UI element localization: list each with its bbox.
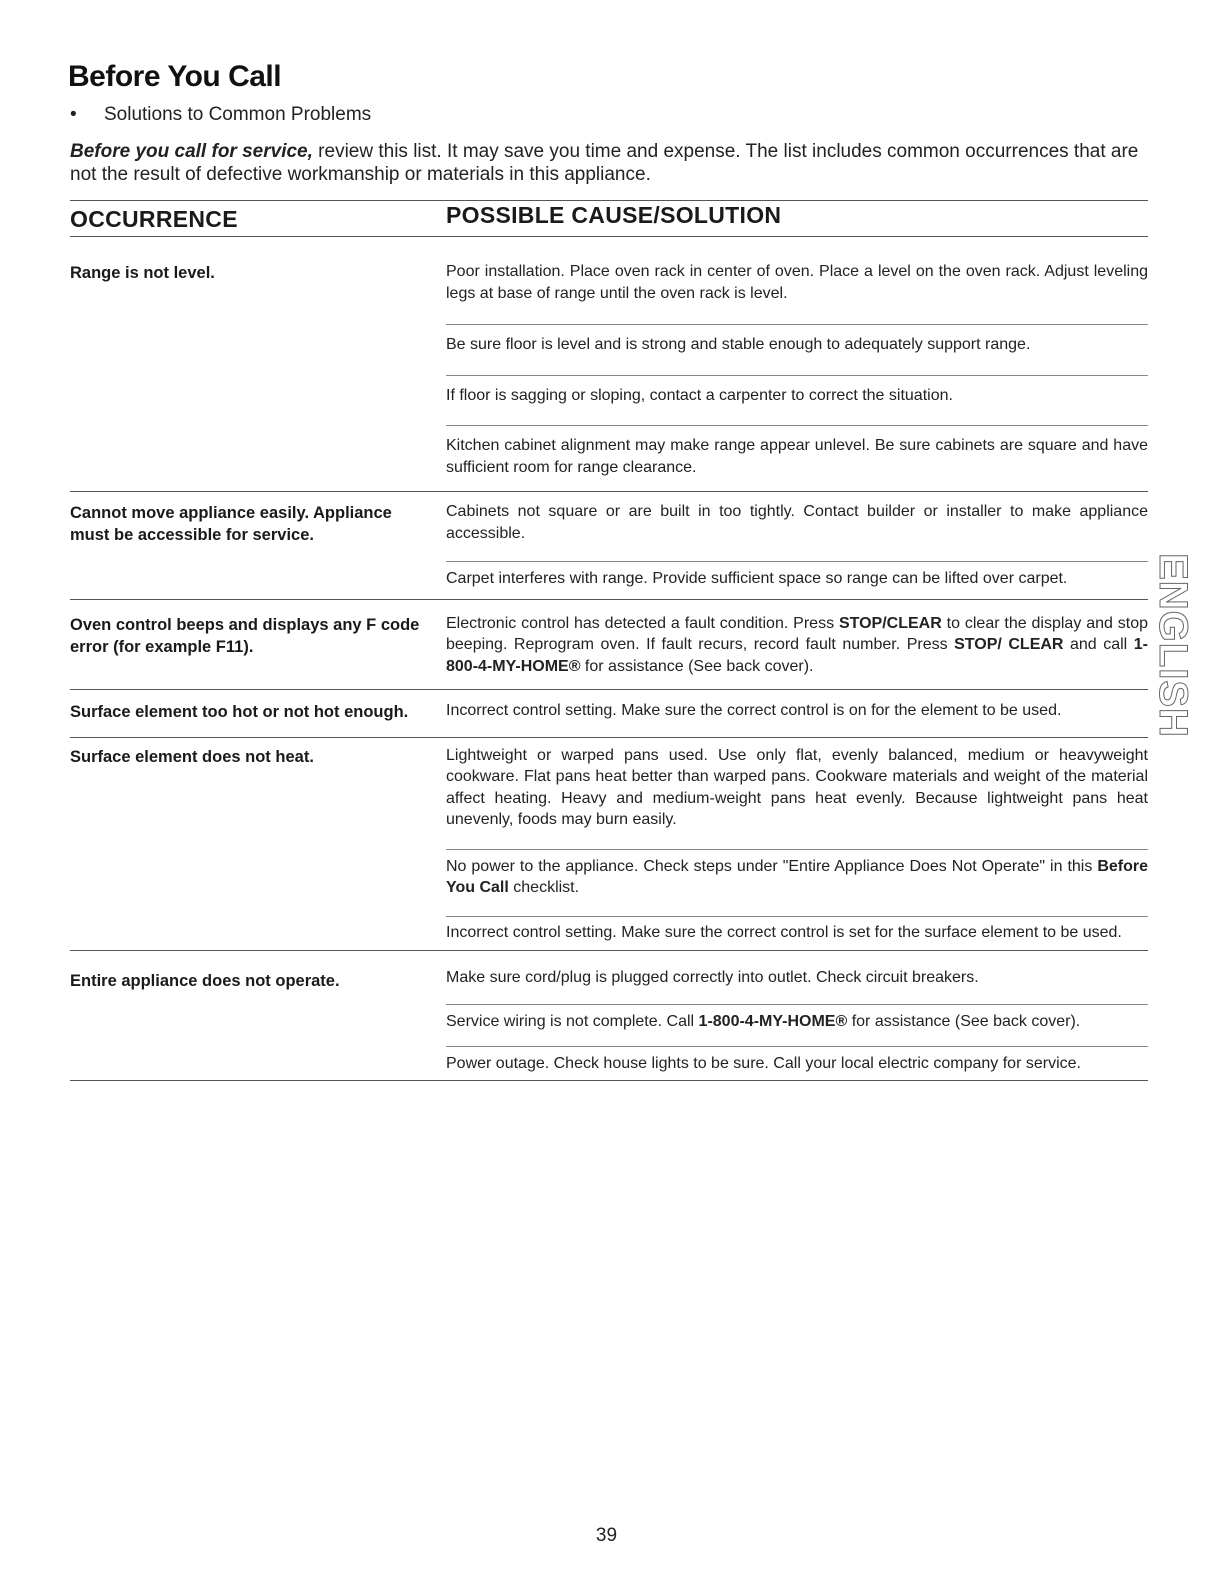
solution-cell (446, 745, 1148, 951)
solution-item: Incorrect control setting. Make sure the correct control is on for the element to be used. (446, 702, 1062, 719)
solution-item: Service wiring is not complete. Call 1-800-4-MY-HOME® for assistance (See back cover). (446, 1004, 1148, 1047)
solution-item: Kitchen cabinet alignment may make range appear unlevel. Be sure cabinets are square and have sufficient room for range clearance. (446, 425, 1148, 491)
troubleshooting-table (70, 200, 1148, 1081)
page-title: Before You Call (68, 60, 282, 93)
solution-cell (446, 613, 1148, 690)
solution-item: Carpet interferes with range. Provide sufficient space so range can be lifted over carpet. (446, 561, 1148, 599)
solution-item: Incorrect control setting. Make sure the correct control is set for the surface element to be used. (446, 916, 1148, 951)
occurrence-header: OCCURRENCE (70, 206, 238, 232)
language-side-tab (1150, 552, 1195, 738)
solution-cell (446, 700, 1148, 737)
solution-item: Poor installation. Place oven rack in center of oven. Place a level on the oven rack. Adjust leveling legs at base of range until the oven rack is level. (446, 263, 1148, 302)
solution-item: Be sure floor is level and is strong and stable enough to adequately support range. (446, 324, 1148, 375)
occurrence-cell: Cannot move appliance easily. Appliance must be accessible for service. (70, 504, 392, 544)
occurrence-cell: Surface element too hot or not hot enough. (70, 703, 409, 721)
subtitle-line (70, 104, 371, 126)
table-row (70, 951, 1148, 1081)
intro-paragraph (70, 140, 1150, 186)
page-number: 39 (595, 1525, 618, 1546)
solution-cell (446, 261, 1148, 491)
solution-cell (446, 501, 1148, 599)
table-row (70, 237, 1148, 492)
occurrence-cell: Oven control beeps and displays any F code error (for example F11). (70, 615, 420, 656)
occurrence-cell: Range is not level. (70, 264, 215, 282)
solution-item: If floor is sagging or sloping, contact a carpenter to correct the situation. (446, 375, 1148, 426)
subtitle: Solutions to Common Problems (104, 104, 372, 125)
intro-text: review this list. It may save you time and expense. The list includes common occurrences that are not the result of defective workmanship or materials in this appliance. (70, 141, 1139, 185)
solution-cell (446, 967, 1148, 1080)
side-tab-label: ENGLISH (1150, 552, 1195, 738)
occurrence-cell: Surface element does not heat. (70, 747, 314, 766)
table-row (70, 738, 1148, 952)
solution-header: POSSIBLE CAUSE/SOLUTION (446, 202, 782, 228)
intro-lead: Before you call for service, (70, 141, 313, 162)
bullet-icon: • (70, 104, 77, 125)
solution-item: No power to the appliance. Check steps under "Entire Appliance Does Not Operate" in this Before You Call checklist. (446, 849, 1148, 916)
occurrence-cell: Entire appliance does not operate. (70, 972, 340, 990)
table-header (70, 200, 1148, 237)
solution-item: Power outage. Check house lights to be sure. Call your local electric company for service. (446, 1046, 1148, 1080)
solution-item: Electronic control has detected a fault condition. Press STOP/CLEAR to clear the display and stop beeping. Reprogram oven. If fault recurs, record fault number. Press STOP/ CLEAR and call 1-800-4-MY-HOME® for assistance (See back cover). (446, 614, 1149, 675)
table-row (70, 492, 1148, 600)
solution-item: Lightweight or warped pans used. Use only flat, evenly balanced, medium or heavyweight cookware. Flat pans heat better than warped pans. Cookware materials and weight of the material affect heating. Heavy and medium-weight pans heat evenly. Because lightweight pans heat unevenly, foods may burn easily. (446, 746, 1148, 828)
solution-item: Cabinets not square or are built in too tightly. Contact builder or installer to make appliance accessible. (446, 503, 1148, 542)
table-row (70, 690, 1148, 738)
table-row (70, 600, 1148, 691)
solution-item: Make sure cord/plug is plugged correctly into outlet. Check circuit breakers. (446, 969, 979, 986)
